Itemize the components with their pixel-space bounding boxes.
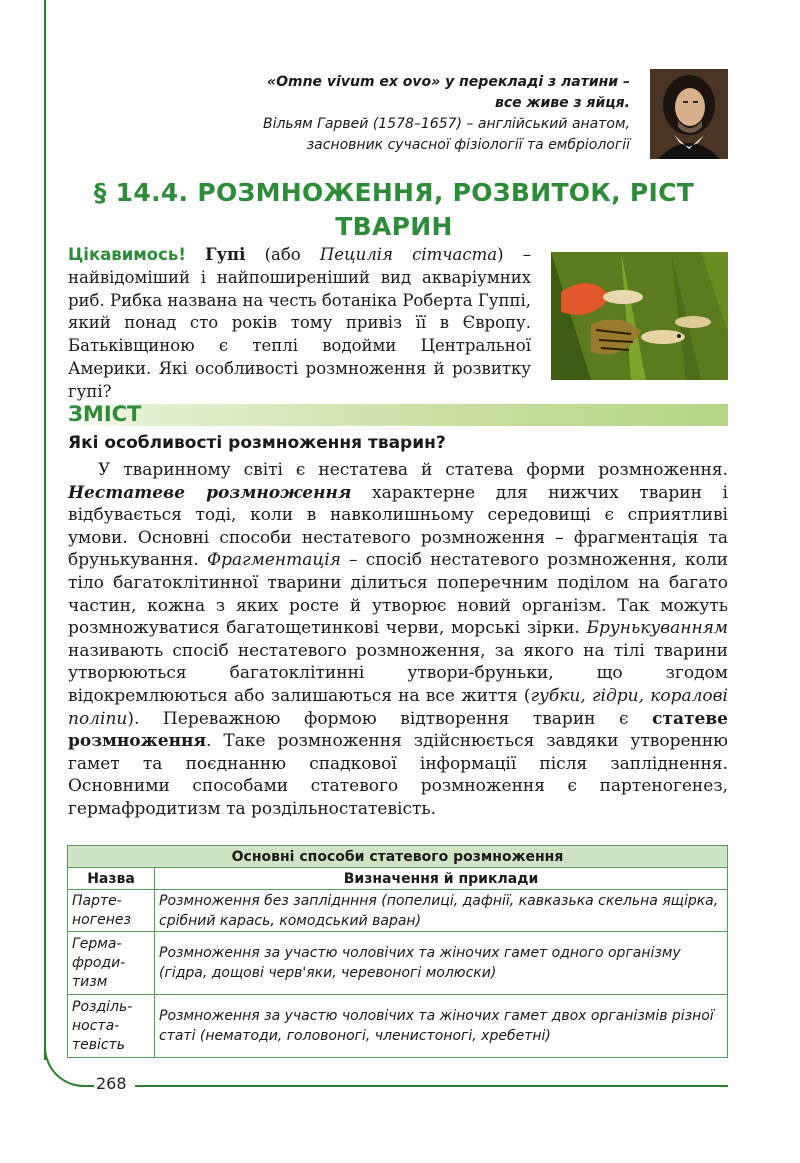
- budding-examples: губки, гідри, коралові поліпи: [68, 685, 728, 729]
- row-name-line: фроди-: [72, 954, 126, 971]
- harvey-portrait-image: [650, 69, 728, 159]
- row-name-line: тизм: [72, 973, 108, 990]
- term-budding: Брунькуванням: [586, 618, 728, 639]
- row-name-line: Розділь-: [72, 998, 133, 1015]
- row-name: [68, 890, 155, 932]
- intro-alt-name: Пецилія сітчаста: [319, 245, 498, 264]
- body-text: У тваринному світі є нестатева й статева форми розмноження.: [98, 460, 728, 480]
- table-row: [68, 890, 728, 932]
- row-name: [68, 995, 155, 1058]
- table-row: [68, 932, 728, 995]
- term-sexual: статеве розмноження: [68, 708, 728, 752]
- page-footer-rule: [135, 1085, 728, 1087]
- term-fragmentation: Фрагментація: [207, 550, 341, 571]
- section-heading: ЗМІСТ: [68, 402, 142, 426]
- intro-open-paren: (або: [245, 245, 320, 264]
- row-name-line: тевість: [72, 1036, 126, 1053]
- intro-guppy-term: Гупі: [205, 245, 246, 264]
- body-text: ). Переважною формою відтворення тварин є: [127, 708, 653, 729]
- section-bar: [67, 404, 728, 426]
- epigraph-author-role: засновник сучасної фізіології та ембріології: [306, 137, 630, 153]
- row-name-line: Парте-: [72, 892, 122, 909]
- epigraph: [170, 72, 630, 156]
- table-caption: Основні способи статевого розмноження: [68, 846, 728, 868]
- epigraph-quote: «Omne vivum ex ovo» у перекладі з латини –: [267, 74, 630, 90]
- table-header-definition: Визначення й приклади: [155, 868, 728, 890]
- guppy-fish-photo: [551, 252, 728, 380]
- main-text: [68, 459, 728, 821]
- title-line-1: § 14.4. РОЗМНОЖЕННЯ, РОЗВИТОК, РІСТ: [93, 178, 695, 207]
- body-text: називають спосіб нестатевого розмноження, за якого на тілі тварини утворюються багатоклітинні утвори-бруньки, що згодом відокремлюються або залишаються на все життя (: [68, 640, 728, 706]
- epigraph-author: Вільям Гарвей (1578–1657) – англійський анатом,: [262, 116, 630, 132]
- body-text: характерне для нижчих тварин і відбувається тоді, коли в навколишньому середовищі є сприятливі умови. Основні способи нестатевого розмноження – фрагментація та брунькування.: [68, 482, 728, 571]
- body-text: . Таке розмноження здійснюється завдяки утворенню гамет та поєднанню спадкової інформації після запліднення. Основними способами статевого розмноження є партеногенез, гермафродитизм та роздільностатевість.: [68, 731, 728, 819]
- intro-text: [68, 244, 531, 404]
- row-definition: Розмноження за участю чоловічих та жіночих гамет одного організму (гідра, дощові черв'яки, черевоногі молюски): [155, 932, 728, 995]
- row-name: [68, 932, 155, 995]
- row-name-line: ногенез: [72, 911, 131, 928]
- row-name-line: носта-: [72, 1017, 120, 1034]
- page-frame-line: [44, 0, 46, 1060]
- paragraph-title: [60, 176, 728, 244]
- epigraph-translation: все живе з яйця.: [495, 95, 630, 111]
- body-text: – спосіб нестатевого розмноження, коли тіло багатоклітинної тварини ділиться поперечним поділом на багато частин, кожна з яких росте й утворює новий організм. Так можуть розмножуватися багатощетинкові черви, морські зірки.: [68, 550, 728, 639]
- intro-rest: ) – найвідоміший і найпоширеніший вид акваріумних риб. Рибка названа на честь ботаніка Роберта Гуппі, який понад сто років тому привіз її в Європу. Батьківщиною є теплі водойми Центральної Америки. Які особливості розмноження й розвитку гупі?: [68, 245, 531, 401]
- term-asexual: Нестатеве розмноження: [68, 482, 352, 503]
- reproduction-methods-table: [67, 845, 728, 1058]
- row-definition: Розмноження без запліднння (попелиці, дафнії, кавказька скельна ящірка, срібний карась, комодський варан): [155, 890, 728, 932]
- intro-lead: Цікавимось!: [68, 245, 186, 264]
- title-line-2: ТВАРИН: [335, 212, 453, 241]
- row-name-line: Герма-: [72, 935, 122, 952]
- row-definition: Розмноження за участю чоловічих та жіночих гамет двох організмів різної статі (нематоди, головоногі, членистоногі, хребетні): [155, 995, 728, 1058]
- page-number: 268: [96, 1074, 127, 1093]
- table-row: [68, 995, 728, 1058]
- section-question: Які особливості розмноження тварин?: [68, 433, 446, 453]
- table-header-name: Назва: [68, 868, 155, 890]
